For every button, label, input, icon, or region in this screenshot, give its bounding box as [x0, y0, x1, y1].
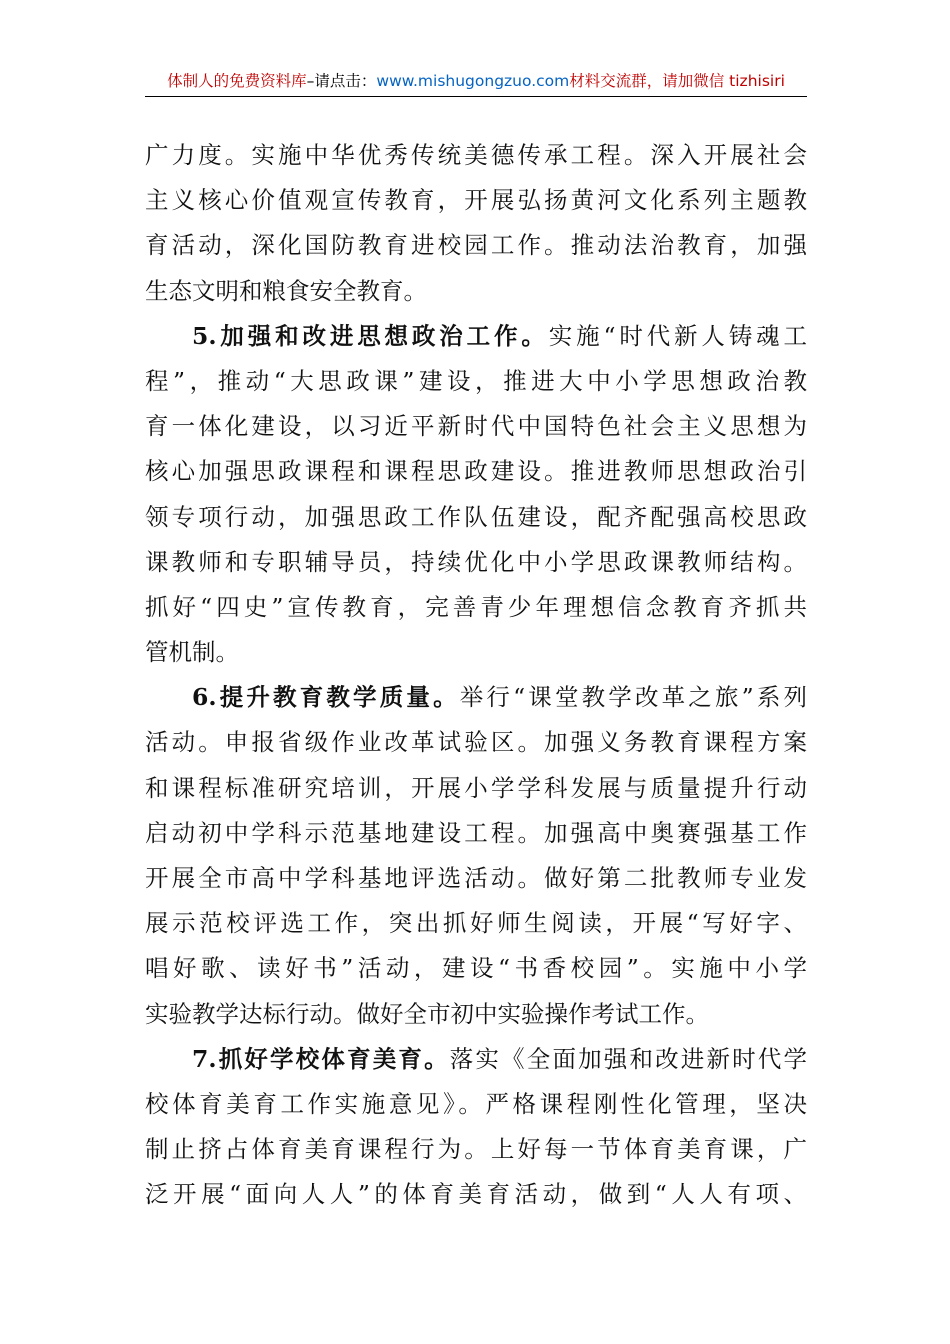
text-line-10: 课教师和专职辅导员，持续优化中小学思政课教师结构。 [145, 547, 807, 576]
section-7-heading-line: 7.抓好学校体育美育。落实《全面加强和改进新时代学 [192, 1044, 807, 1073]
text-line-9: 领专项行动，加强思政工作队伍建设，配齐配强高校思政 [145, 502, 807, 531]
text-line-17: 开展全市高中学科基地评选活动。做好第二批教师专业发 [145, 864, 807, 892]
text-line-2: 主义核心价值观宣传教育，开展弘扬黄河文化系列主题教 [145, 186, 807, 215]
text-line-15: 和课程标准研究培训，开展小学学科发展与质量提升行动 [145, 773, 807, 802]
text-line-20: 实验教学达标行动。做好全市初中实验操作考试工作。 [145, 999, 709, 1028]
header-separator: –请点击： [306, 72, 377, 90]
section-5-heading-line: 5.加强和改进思想政治工作。实施“时代新人铸魂工 [192, 321, 807, 350]
text-line-11: 抓好“四史”宣传教育，完善青少年理想信念教育齐抓共 [145, 592, 807, 621]
text-line-8: 核心加强思政课程和课程思政建设。推进教师思想政治引 [145, 457, 807, 486]
section-6-title: 6.提升教育教学质量。 [192, 683, 460, 712]
text-line-18: 展示范校评选工作，突出抓好师生阅读，开展“写好字、 [145, 909, 807, 938]
header-brand: 体制人的免费资料库 [167, 72, 307, 90]
text-line-12: 管机制。 [145, 638, 239, 667]
text-line-14: 活动。申报省级作业改革试验区。加强义务教育课程方案 [145, 728, 807, 757]
section-7-title: 7.抓好学校体育美育。 [192, 1044, 450, 1073]
text-line-3: 育活动，深化国防教育进校园工作。推动法治教育，加强 [145, 231, 807, 260]
text-line-1: 广力度。实施中华优秀传统美德传承工程。深入开展社会 [145, 141, 807, 169]
text-line-24: 泛开展“面向人人”的体育美育活动，做到“人人有项、 [145, 1180, 807, 1209]
text-line-6: 程”，推动“大思政课”建设，推进大中小学思想政治教 [145, 366, 807, 395]
section-5-title: 5.加强和改进思想政治工作。 [192, 321, 549, 350]
text-line-22: 校体育美育工作实施意见》。严格课程刚性化管理，坚决 [145, 1089, 807, 1118]
header-url-link[interactable]: www.mishugongzuo.com [376, 72, 570, 90]
page-header [145, 66, 807, 97]
body-text [145, 133, 807, 1218]
header-contact: 材料交流群，请加微信 tizhisiri [569, 72, 785, 90]
text-line-4: 生态文明和粮食安全教育。 [145, 276, 427, 305]
text-line-19: 唱好歌、读好书”活动，建设“书香校园”。实施中小学 [145, 954, 807, 983]
text-line-7: 育一体化建设，以习近平新时代中国特色社会主义思想为 [145, 412, 807, 441]
text-line-23: 制止挤占体育美育课程行为。上好每一节体育美育课，广 [145, 1135, 807, 1164]
section-6-heading-line: 6.提升教育教学质量。举行“课堂教学改革之旅”系列 [192, 683, 807, 712]
text-line-16: 启动初中学科示范基地建设工程。加强高中奥赛强基工作 [145, 818, 807, 847]
